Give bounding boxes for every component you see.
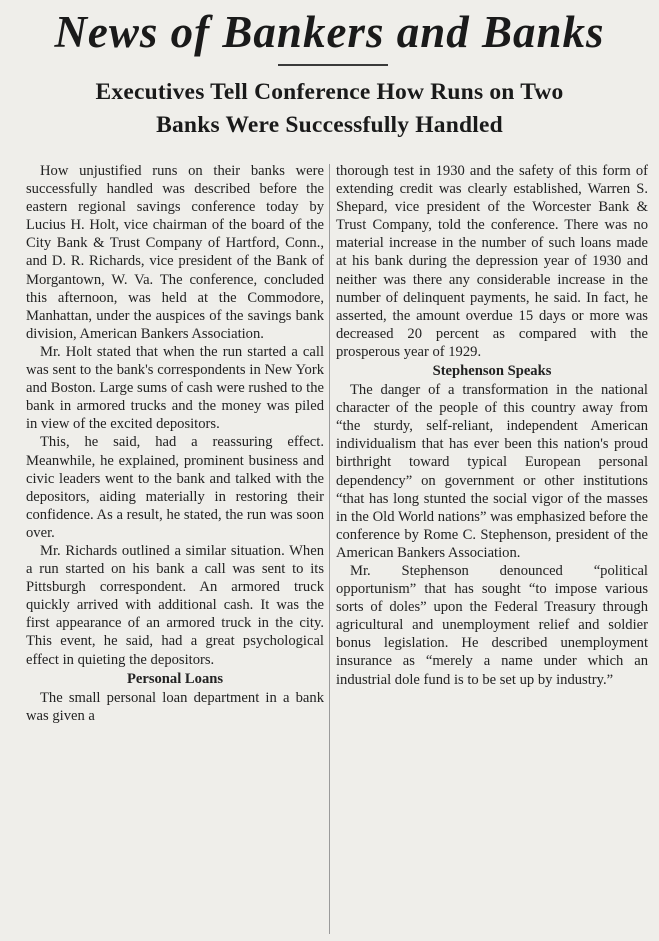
paragraph-holt-intro: How unjustified runs on their banks were successfully handled was described before the eastern regional savings conference today by Lucius H. Holt, vice chairman of the board of the City Bank & Trust Company of Hartford, Conn., and D. R. Richards, vice president of the Bank of Morgantown, W. Va. The conference, concluded this afternoon, was held at the Commodore, Manhattan, under the auspices of the savings bank division, American Bankers Association. xyxy=(26,163,324,342)
article-column-right xyxy=(336,162,648,941)
title-rule xyxy=(278,64,388,66)
section-banner xyxy=(0,0,659,64)
paragraph-loans-start: The small personal loan department in a bank was given a xyxy=(26,689,324,724)
paragraph-stephenson-denounced: Mr. Stephenson denounced “political opportunism” that has sought “to impose various sorts of doles” upon the Federal Treasury through agricultural and unemployment relief and soldier bonus legislation. He described unemployment insurance as “merely a name under which an industrial dole fund is to be set up by industry.” xyxy=(336,562,648,688)
paragraph-holt-run: Mr. Holt stated that when the run started a call was sent to the bank's correspondents in New York and Boston. Large sums of cash were rushed to the bank in armored trucks and the money was piled in view of the excited depositors. xyxy=(26,343,324,433)
headline-line-1: Executives Tell Conference How Runs on Two xyxy=(95,79,564,105)
paragraph-richards: Mr. Richards outlined a similar situation. When a run started on his bank a call was sent to its Pittsburgh correspondent. An armored truck quickly arrived with additional cash. It was the first appearance of an armored truck in the city. This event, he said, had a great psychological effect in quieting the depositors. xyxy=(26,542,324,668)
headline-line-2: Banks Were Successfully Handled xyxy=(156,112,503,138)
subhead-stephenson-speaks: Stephenson Speaks xyxy=(432,363,552,380)
section-title: News of Bankers and Banks xyxy=(54,7,605,57)
paragraph-stephenson-danger: The danger of a transformation in the national character of the people of this country away from “the sturdy, self-reliant, independent American individualism that has ever been this nation's proud birthright toward typical European personal dependency” on government or other institutions “that has long stunted the social vigor of the masses in the Old World nations” was emphasized before the conference by Rome C. Stephenson, president of the American Bankers Association. xyxy=(336,382,648,561)
paragraph-holt-effect: This, he said, had a reassuring effect. Meanwhile, he explained, prominent business and civic leaders went to the bank and talked with the depositors, aiding materially in restoring their confidence. As a result, he stated, the run was soon over. xyxy=(26,434,324,541)
article-headline xyxy=(0,76,659,142)
subhead-personal-loans: Personal Loans xyxy=(126,670,224,687)
paragraph-loans-continued: thorough test in 1930 and the safety of this form of extending credit was clearly established, Warren S. Shepard, vice president of the Worcester Bank & Trust Company, told the conference. There was no material increase in the number of such loans made at his bank during the depression year of 1930 and neither was there any considerable increase in the number of delinquent payments, he said. In fact, he asserted, the amount overdue 15 days or more was decreased 20 percent as compared with the prosperous year of 1929. xyxy=(336,163,648,360)
article-column-left xyxy=(26,162,324,941)
column-divider xyxy=(329,164,330,934)
